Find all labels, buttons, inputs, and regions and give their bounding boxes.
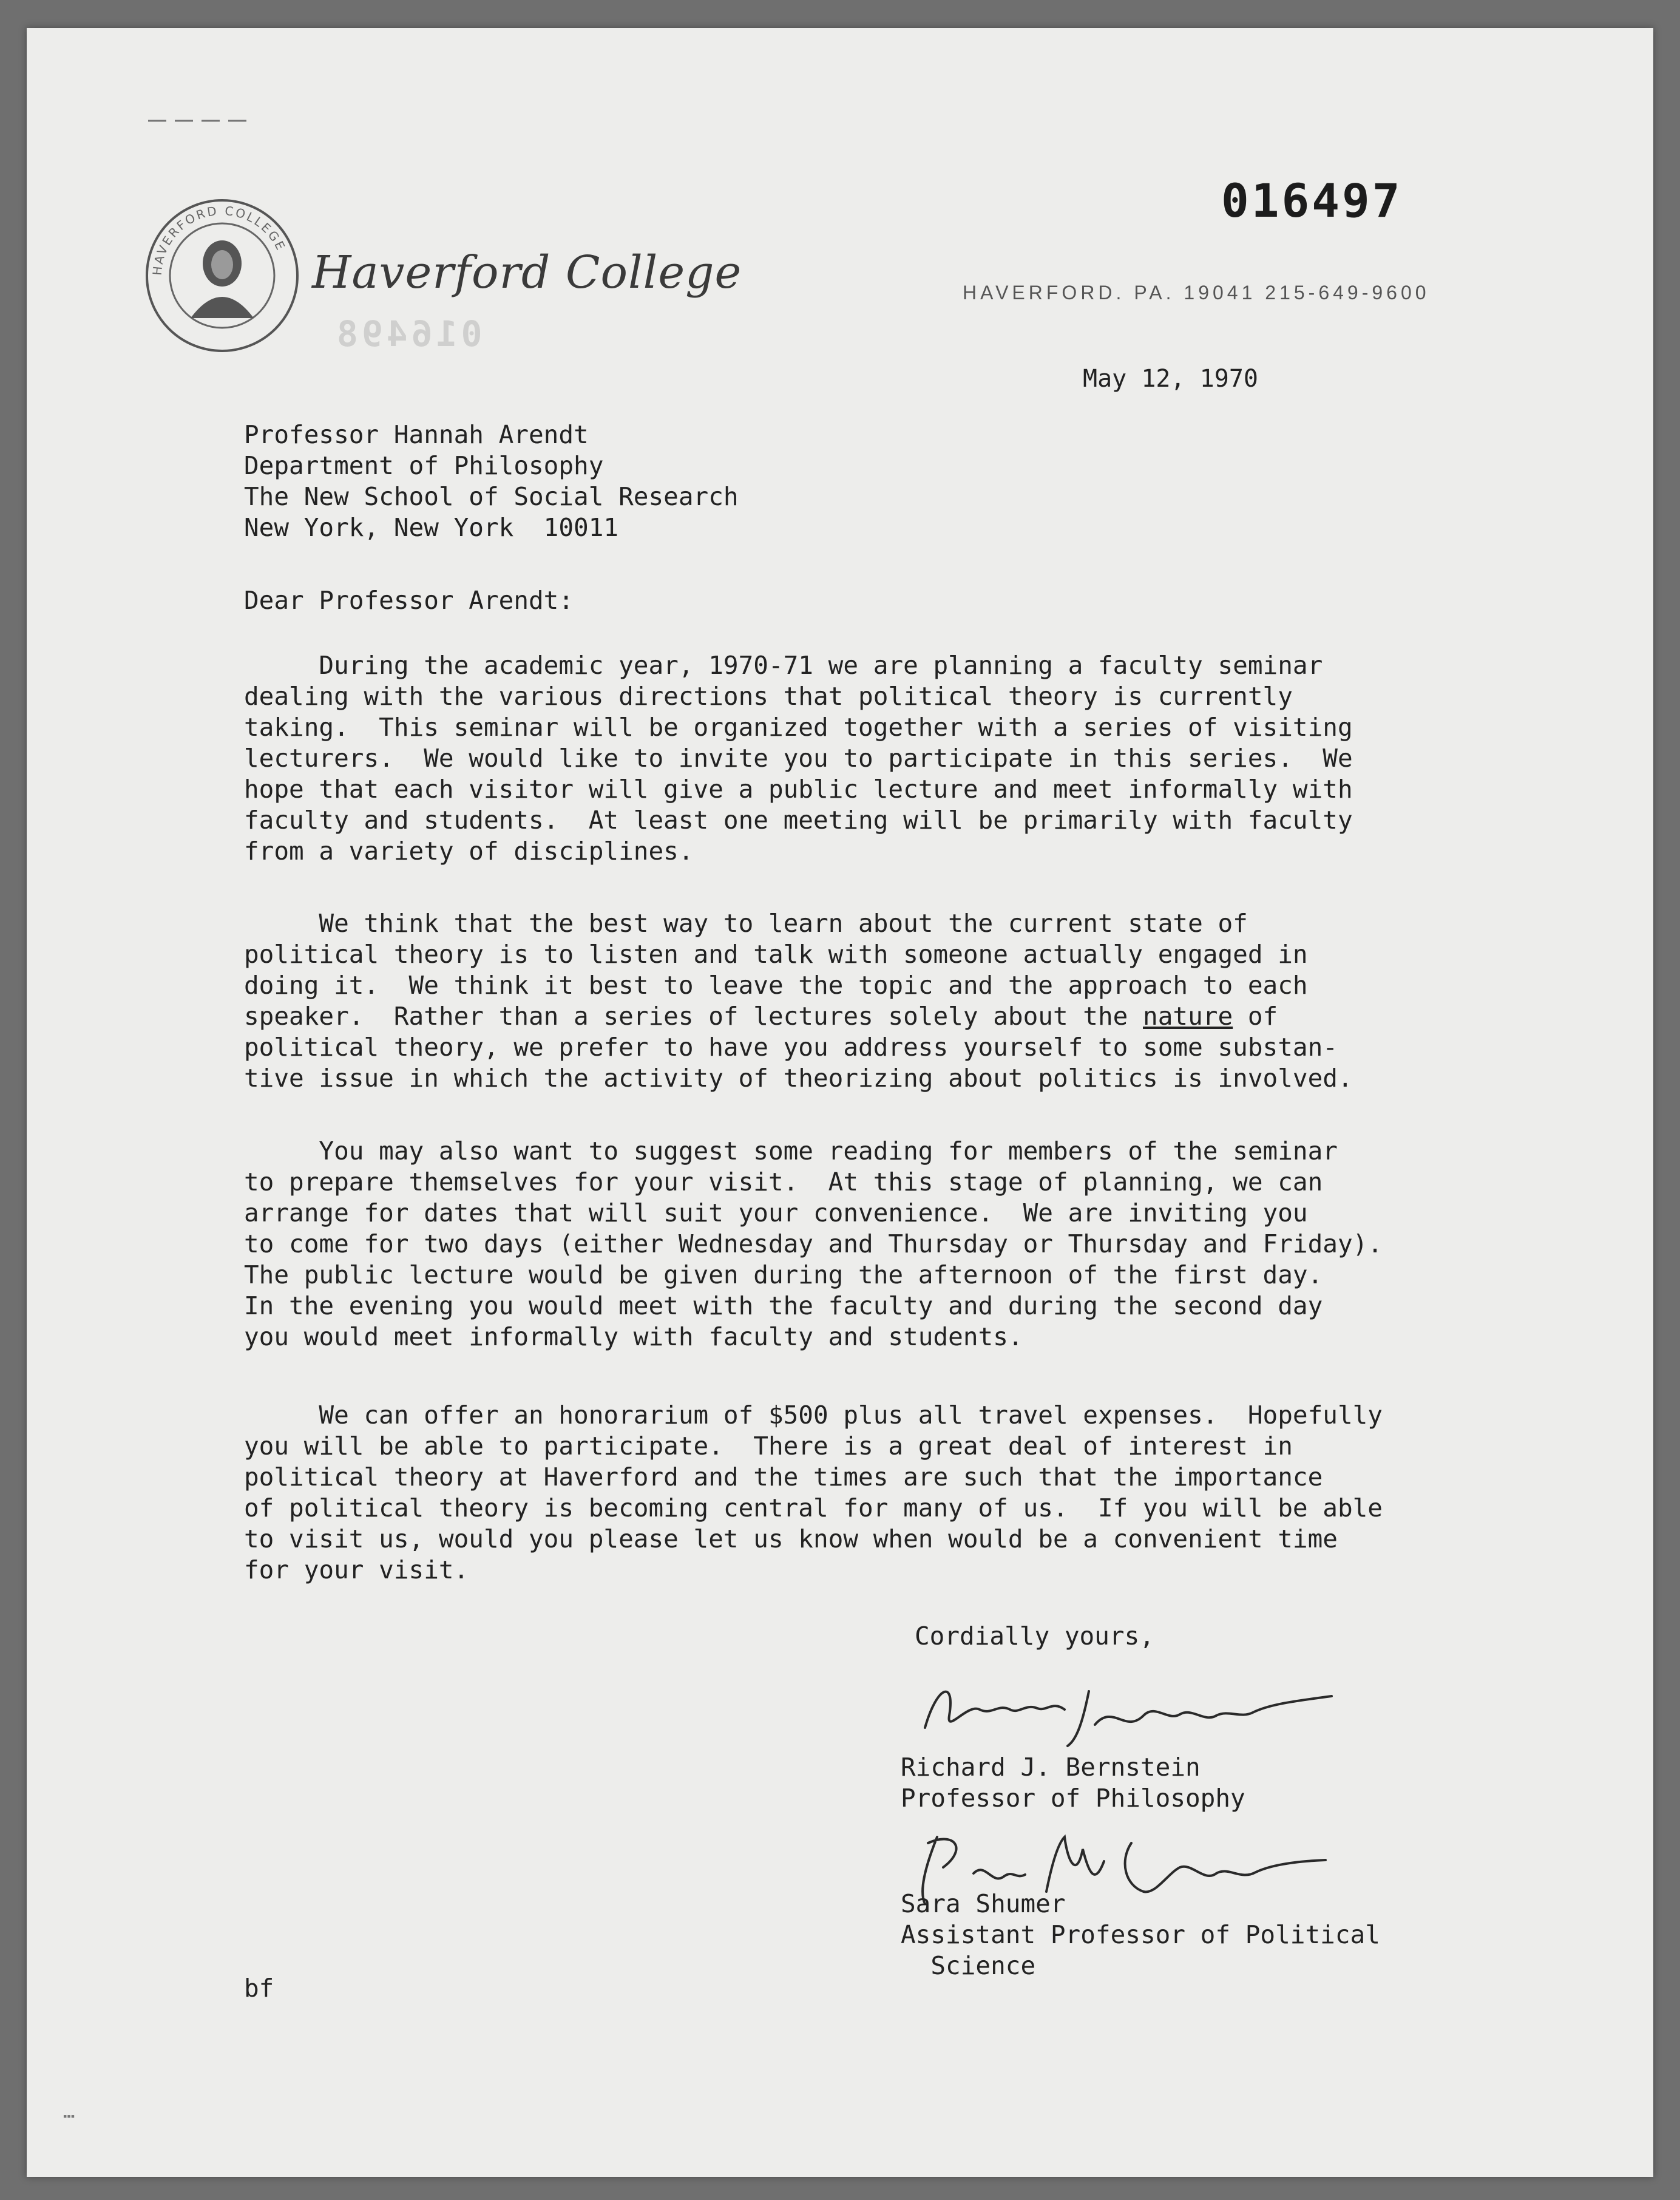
paragraph-4 bbox=[244, 1400, 1383, 1586]
inside-address bbox=[244, 419, 739, 543]
text-line: you will be able to participate. There is a great deal of interest in bbox=[244, 1431, 1293, 1461]
text-line-tail: of bbox=[1233, 1002, 1278, 1031]
text-line: faculty and students. At least one meeting will be primarily with faculty bbox=[244, 806, 1353, 835]
text-line: of political theory is becoming central for many of us. If you will be able bbox=[244, 1493, 1383, 1523]
text-line: to visit us, would you please let us know when would be a convenient time bbox=[244, 1524, 1338, 1553]
address-line: Professor Hannah Arendt bbox=[244, 420, 589, 449]
corner-mark-icon: ▪▪▪ bbox=[63, 2110, 75, 2122]
address-line: New York, New York 10011 bbox=[244, 513, 619, 542]
institution-address: HAVERFORD. PA. 19041 215-649-9600 bbox=[963, 282, 1430, 304]
text-line: political theory at Haverford and the times are such that the importance bbox=[244, 1462, 1323, 1492]
text-line: During the academic year, 1970-71 we are planning a faculty seminar bbox=[244, 651, 1323, 680]
faint-bleed-number: 016498 bbox=[333, 313, 483, 355]
underlined-word: nature bbox=[1143, 1002, 1233, 1031]
text-line: to prepare themselves for your visit. At this stage of planning, we can bbox=[244, 1167, 1323, 1197]
signatory-title: Professor of Philosophy bbox=[901, 1784, 1245, 1813]
text-line: political theory, we prefer to have you address yourself to some substan- bbox=[244, 1033, 1338, 1062]
salutation: Dear Professor Arendt: bbox=[244, 586, 574, 615]
text-line: political theory is to listen and talk with someone actually engaged in bbox=[244, 940, 1308, 969]
text-line: you would meet informally with faculty and students. bbox=[244, 1322, 1023, 1351]
text-line: taking. This seminar will be organized together with a series of visiting bbox=[244, 713, 1353, 742]
closing-line: Cordially yours, bbox=[915, 1621, 1154, 1651]
text-line: In the evening you would meet with the faculty and during the second day bbox=[244, 1291, 1323, 1320]
seal-ring-text: HAVERFORD COLLEGE bbox=[149, 203, 289, 276]
signatory-name: Sara Shumer bbox=[901, 1889, 1066, 1918]
paragraph-1 bbox=[244, 650, 1353, 867]
letter-date: May 12, 1970 bbox=[1083, 365, 1258, 393]
text-line: from a variety of disciplines. bbox=[244, 837, 694, 866]
text-line: to come for two days (either Wednesday and Thursday or Thursday and Friday). bbox=[244, 1229, 1383, 1258]
college-seal-icon bbox=[143, 197, 301, 355]
text-line: arrange for dates that will suit your convenience. We are inviting you bbox=[244, 1198, 1308, 1227]
text-line: We can offer an honorarium of $500 plus all travel expenses. Hopefully bbox=[244, 1400, 1383, 1430]
address-line: The New School of Social Research bbox=[244, 482, 739, 511]
signatory-name: Richard J. Bernstein bbox=[901, 1753, 1201, 1782]
institution-name: Haverford College bbox=[312, 246, 742, 299]
document-number: 016497 bbox=[1221, 174, 1403, 228]
top-smudge-mark bbox=[148, 119, 251, 123]
text-line: lecturers. We would like to invite you to participate in this series. We bbox=[244, 744, 1353, 773]
text-line: You may also want to suggest some reading for members of the seminar bbox=[244, 1136, 1338, 1166]
signature-bernstein bbox=[913, 1667, 1350, 1752]
paragraph-3 bbox=[244, 1136, 1383, 1353]
paragraph-2 bbox=[244, 908, 1353, 1094]
letter-page bbox=[27, 28, 1653, 2177]
signatory-title: Assistant Professor of Political bbox=[901, 1920, 1380, 1949]
address-line: Department of Philosophy bbox=[244, 451, 604, 480]
text-line: The public lecture would be given during the afternoon of the first day. bbox=[244, 1260, 1323, 1289]
signatory-title-continued: Science bbox=[901, 1951, 1036, 1980]
typist-initials: bf bbox=[244, 1974, 274, 2003]
signatory-1-block bbox=[901, 1752, 1245, 1814]
text-line: hope that each visitor will give a public lecture and meet informally with bbox=[244, 775, 1353, 804]
text-line: doing it. We think it best to leave the topic and the approach to each bbox=[244, 971, 1308, 1000]
text-line: tive issue in which the activity of theorizing about politics is involved. bbox=[244, 1064, 1353, 1093]
text-line: dealing with the various directions that political theory is currently bbox=[244, 682, 1293, 711]
text-line: for your visit. bbox=[244, 1555, 469, 1584]
signatory-2-block bbox=[901, 1889, 1380, 1981]
text-line: We think that the best way to learn about the current state of bbox=[244, 909, 1248, 938]
text-line: speaker. Rather than a series of lectures solely about the bbox=[244, 1002, 1143, 1031]
